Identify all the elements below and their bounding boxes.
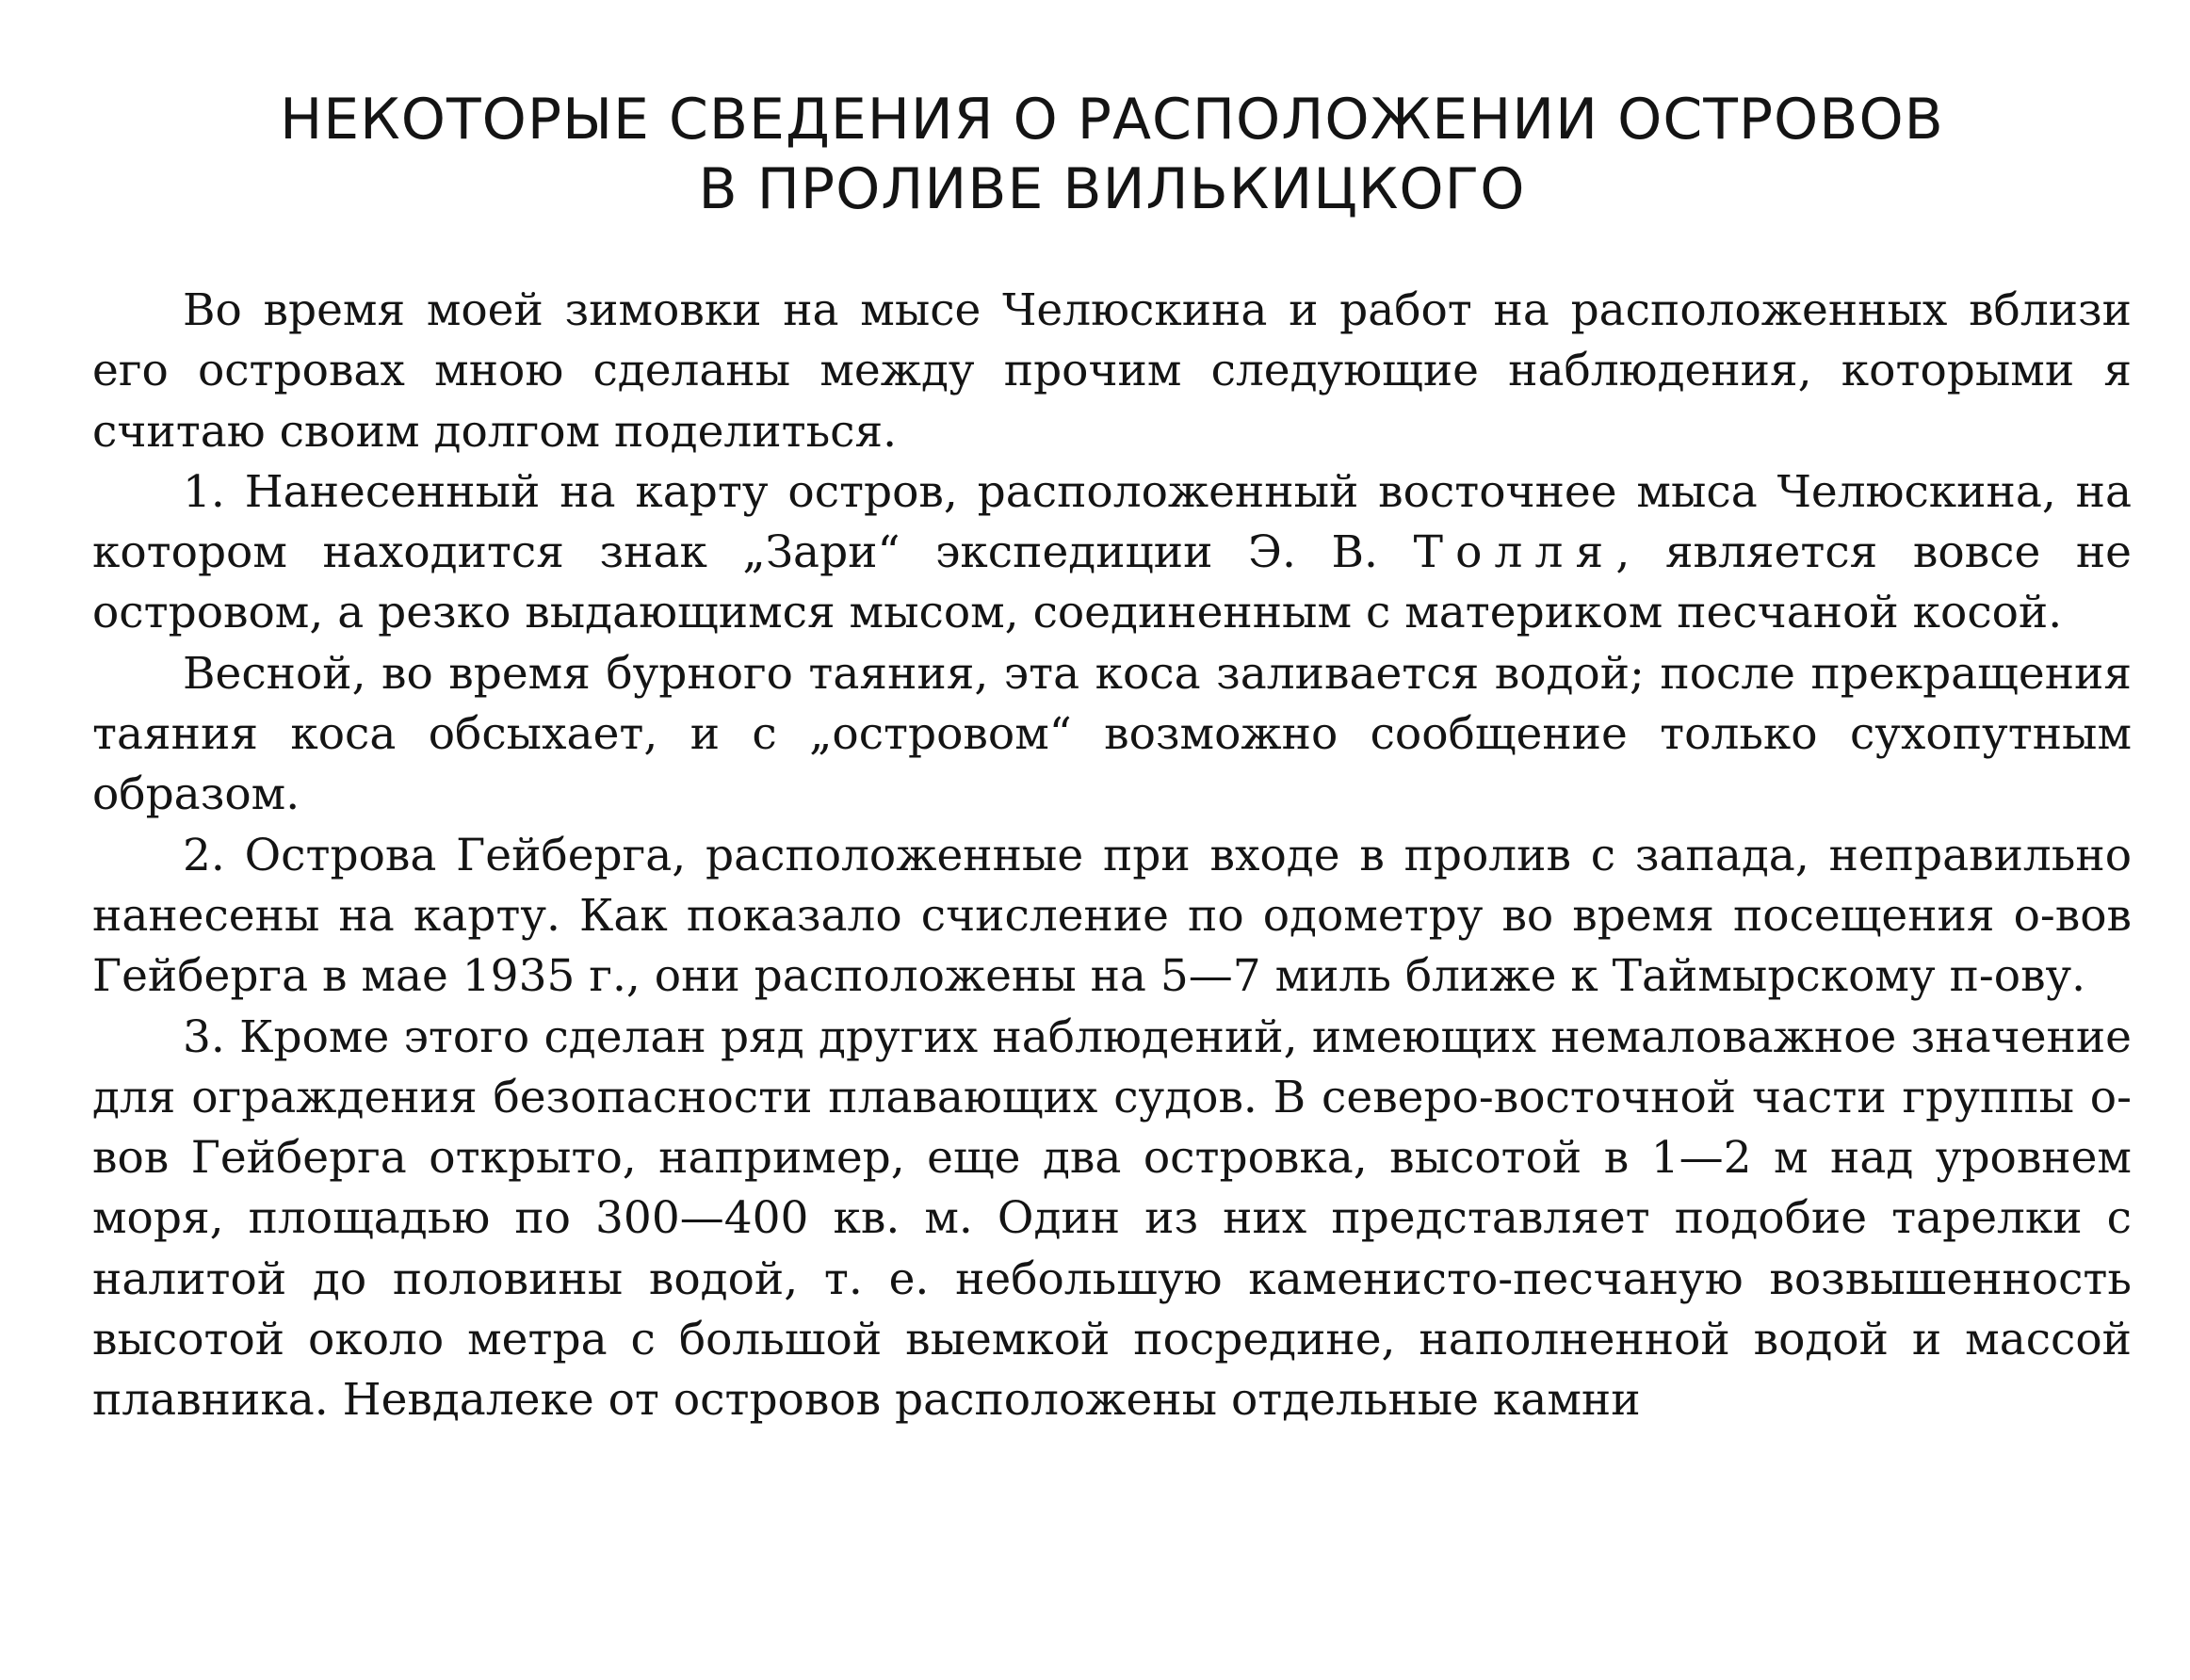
- article-title-line-2: В ПРОЛИВЕ ВИЛЬКИЦКОГО: [698, 156, 1526, 222]
- paragraph-item-3: 3. Кроме этого сделан ряд других наблюдений, имеющих немаловажное значение для ограждения безопасности плавающих судов. В северо-восточной части группы о-вов Гейберга открыто, например, еще два островка, высотой в 1—2 м над уровнем моря, площадью по 300—400 кв. м. Один из них представляет подобие тарелки с налитой до половины водой, т. е. небольшую каменисто-песчаную возвышенность высотой около метра с большой выемкой посредине, наполненной водой и массой плавника. Невдалеке от островов расположены отдельные камни: [92, 1010, 2132, 1427]
- paragraph-item-1-start: 1. Нанесенный на карту остров, расположенный восточнее мыса Челюскина, на котором находится знак „Зари“ экспедиции Э. В.: [92, 465, 2132, 579]
- paragraph-item-1-continued: Весной, во время бурного таяния, эта коса заливается водой; после прекращения таяния коса обсыхает, и с „островом“ возможно сообщение только сухопутным образом.: [92, 647, 2132, 821]
- document-page: [92, 85, 2132, 1431]
- paragraph-intro: Во время моей зимовки на мысе Челюскина и работ на расположенных вблизи его островах мною сделаны между прочим следующие наблюдения, которыми я считаю своим долгом поделиться.: [92, 284, 2132, 458]
- article-body: [92, 281, 2132, 1431]
- article-title-line-1: НЕКОТОРЫЕ СВЕДЕНИЯ О РАСПОЛОЖЕНИИ ОСТРОВОВ: [280, 87, 1944, 153]
- paragraph-item-2: 2. Острова Гейберга, расположенные при входе в пролив с запада, неправильно нанесены на карту. Как показало счисление по одометру во время посещения о-вов Гейберга в мае 1935 г., они расположены на 5—7 миль ближе к Таймырскому п-ову.: [92, 829, 2132, 1003]
- spaced-surname: Толля: [1413, 526, 1616, 579]
- article-title: [92, 85, 2132, 224]
- paragraph-item-1: [92, 462, 2132, 644]
- paragraph-item-1-end: , является вовсе не островом, а резко выдающимся мысом, соединенным с материком песчаной косой.: [92, 526, 2132, 639]
